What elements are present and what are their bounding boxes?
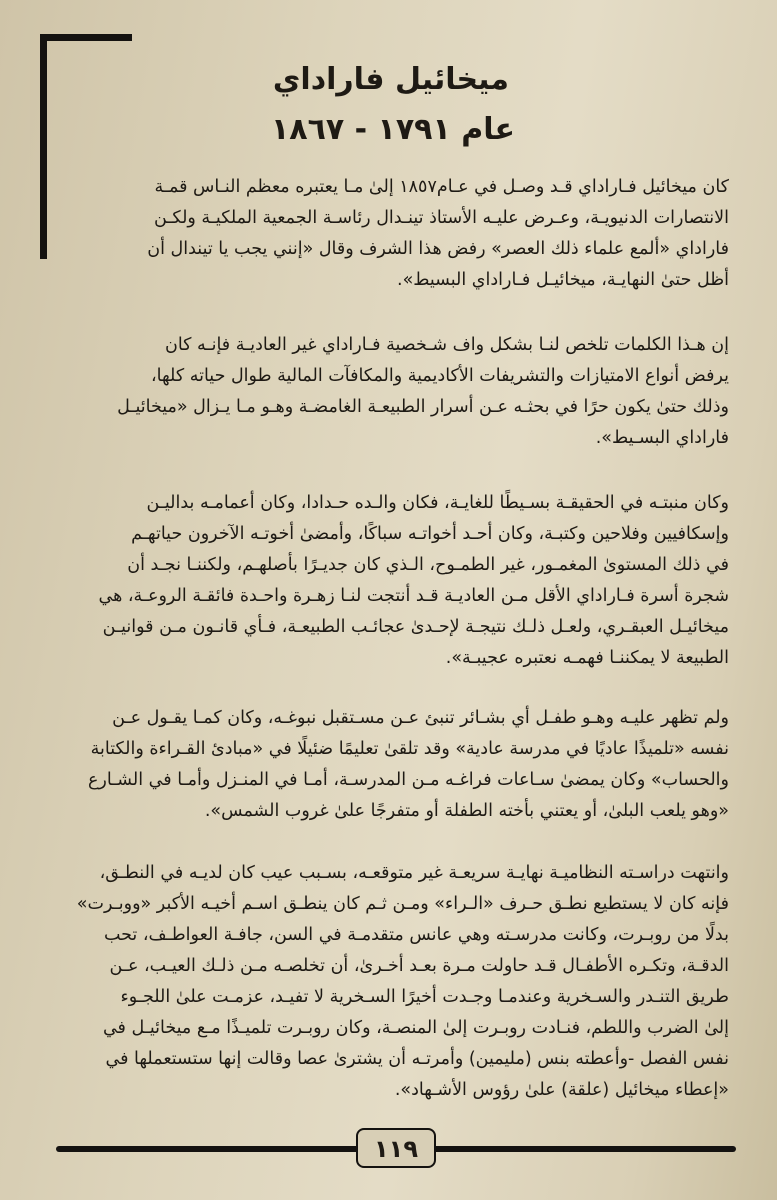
text-line: شجرة أسرة فـاراداي الأقل مـن العاديـة قـد أنتجت لنـا زهـرة واحـدة فائقـة الروعـة، هي: [98, 586, 729, 606]
text-line: وانتهت دراسـته النظاميـة نهايـة سريعـة غير متوقعـه، بسـبب عيب كان لديـه في النطـق،: [99, 863, 729, 883]
text-line: وذلك حتىٰ يكون حرًا في بحثـه عـن أسرار الطبيعـة الغامضـة وهـو مـا يـزال «ميخائيـل: [117, 397, 729, 417]
paragraph-1: [60, 172, 729, 296]
text-line: نفسه «تلميذًا عاديًا في مدرسة عادية» وقد تلقىٰ تعليمًا ضئيلًا في «مبادئ القـراءة والكتابة: [90, 739, 729, 759]
page-subtitle-years: عام ١٧٩١ - ١٨٦٧: [270, 112, 515, 147]
text-line: نفس الفصل -وأعطته بنس (مليمين) وأمرتـه أن يشترىٰ عصا وقالت إنها ستستعملها في: [105, 1049, 729, 1069]
page-title: ميخائيل فاراداي: [272, 62, 509, 97]
text-line: الانتصارات الدنيويـة، وعـرض عليـه الأستاذ تينـدال رئاسـة الجمعية الملكيـة ولكـن: [153, 208, 729, 228]
text-line: «وهو يلعب البلىٰ، أو يعتني بأخته الطفلة أو متفرجًا علىٰ غروب الشمس».: [204, 801, 729, 821]
text-line: فاراداي «ألمع علماء ذلك العصر» رفض هذا الشرف وقال «إنني يجب يا تيندال أن: [147, 239, 729, 259]
text-line: أظل حتىٰ النهايـة، ميخائيـل فـاراداي البسيط».: [397, 270, 729, 290]
text-line: بدلًا من روبـرت، وكانت مدرسـته وهي عانس متقدمـة في السن، جافـة العواطـف، تحب: [103, 925, 729, 945]
paragraph-5: [60, 858, 729, 1106]
text-line: فإنه كان لا يستطيع نطـق حـرف «الـراء» ومـن ثـم كان ينطـق اسـم أخيـه الأكبر «ووبـرت»: [76, 894, 729, 914]
page-number: ١١٩: [356, 1128, 436, 1168]
paragraph-3: [60, 488, 729, 674]
text-line: والحساب» وكان يمضىٰ سـاعات فراغـه مـن المدرسـة، أمـا في المنـزل وأمـا في الشـارع: [87, 770, 729, 790]
text-line: «إعطاء ميخائيل (علقة) علىٰ رؤوس الأشـهاد».: [394, 1080, 729, 1100]
text-line: كان ميخائيل فـاراداي قـد وصـل في عـام١٨٥٧ إلىٰ مـا يعتبره معظم النـاس قمـة: [154, 177, 729, 197]
text-line: يرفض أنواع الامتيازات والتشريفات الأكاديمية والمكافآت المالية طوال حياته كلها،: [150, 366, 729, 386]
text-line: وإسكافيين وفلاحين وكتبـة، وكان أحـد أخواتـه سباكًا، وأمضىٰ أخوتـه الآخرون حياتهـم: [131, 524, 729, 544]
text-line: الطبيعة لا يمكننـا فهمـه نعتبره عجيبـة».: [445, 648, 729, 668]
text-line: طريق التنـدر والسـخرية وعندمـا وجـدت أخيرًا السـخرية لا تفيـد، عزمـت علىٰ اللجـوء: [120, 987, 729, 1007]
text-line: ولم تظهر عليـه وهـو طفـل أي بشـائر تنبئ عـن مسـتقبل نبوغـه، وكان كمـا يقـول عـن: [112, 708, 729, 728]
text-line: إن هـذا الكلمات تلخص لنـا بشكل واف شـخصية فـاراداي غير العاديـة فإنـه كان: [164, 335, 729, 355]
decorative-bracket-top: [40, 34, 132, 41]
text-line: في ذلك المستوىٰ المغمـور، غير الطمـوح، الـذي كان جديـرًا بأصلهـم، ولكننـا نجـد أن: [127, 555, 729, 575]
paragraph-2: [60, 330, 729, 454]
text-line: وكان منبتـه في الحقيقـة بسـيطًا للغايـة، فكان والـده حـدادا، وكان أعمامـه بداليـن: [146, 493, 729, 513]
decorative-bracket-side: [40, 34, 47, 259]
text-line: ميخائيـل العبقـري، ولعـل ذلـك نتيجـة لإحـدىٰ عجائـب الطبيعـة، فـأي قانـون مـن قوانيـن: [102, 617, 729, 637]
text-line: فاراداي البسـيط».: [595, 428, 729, 448]
paragraph-4: [60, 703, 729, 827]
text-line: إلىٰ الضرب واللطم، فنـادت روبـرت إلىٰ المنصـة، وكان روبـرت تلميـذًا مـع ميخائيـل في: [102, 1018, 729, 1038]
text-line: الدقـة، وتكـره الأطفـال قـد حاولت مـرة بعـد أخـرىٰ، أن تخلصـه مـن ذلـك العيـب، عـن: [109, 956, 729, 976]
